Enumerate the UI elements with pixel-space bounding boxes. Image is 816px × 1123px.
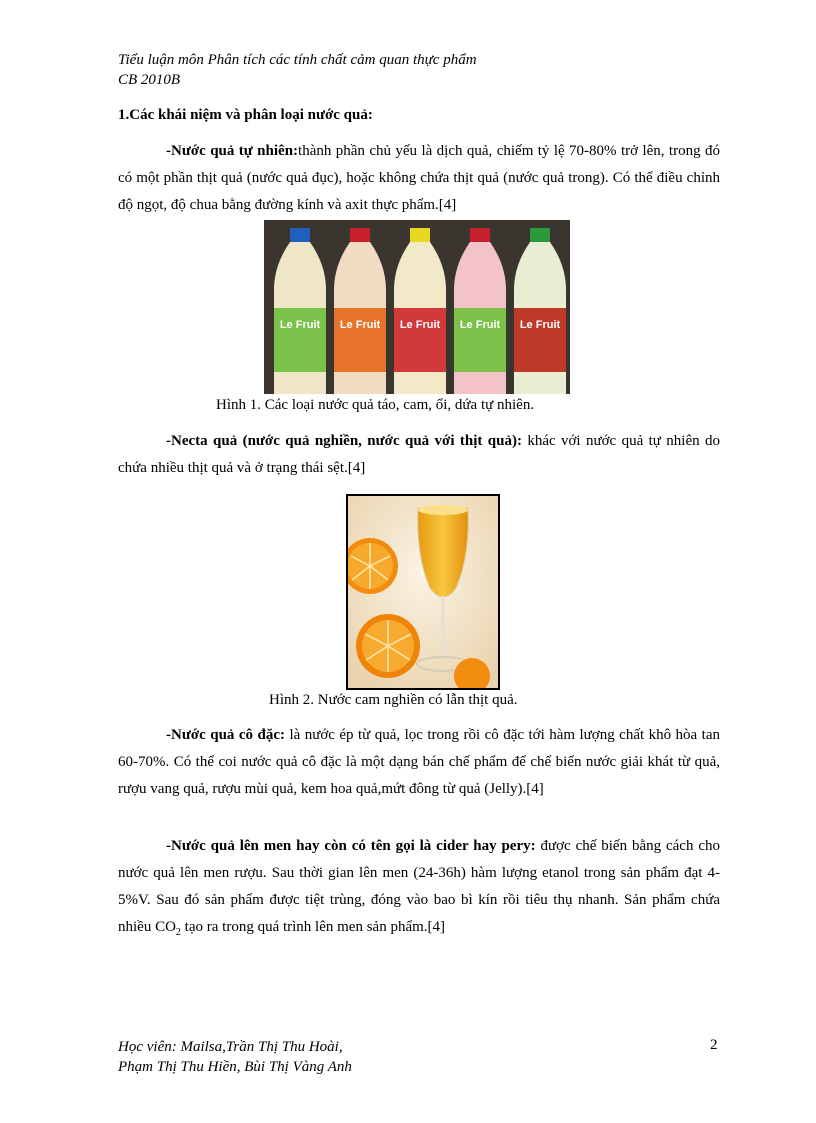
footer-line: Phạm Thị Thu Hiền, Bùi Thị Vàng Anh — [118, 1059, 352, 1075]
term-concentrate: -Nước quả cô đặc: — [166, 727, 285, 743]
figure-2-caption: Hình 2. Nước cam nghiền có lẫn thịt quả. — [269, 692, 518, 708]
section-title: 1.Các khái niệm và phân loại nước quả: — [118, 107, 373, 123]
paragraph-text: thành phần chủ yếu là dịch quả, chiếm tỷ lệ 70-80% trở lên, trong đó có một phần thịt quả (nước quả đục), hoặc không chứa thịt quả (nước quả trong). Có thể điều chỉnh độ ngọt, độ chua bằng đường kính và axit thực phẩm.[4] — [118, 143, 720, 213]
paragraph-text: tạo ra trong quá trình lên men sản phẩm.[4] — [180, 919, 446, 935]
bottle-brand-label: Le Fruit — [519, 319, 561, 331]
paragraph-text: khác với nước quả tự nhiên do chứa nhiều thịt quả và ở trạng thái sệt.[4] — [118, 433, 720, 476]
paragraph-text: là nước ép từ quả, lọc trong rồi cô đặc tới hàm lượng chất khô hòa tan 60-70%. Có thể coi nước quả cô đặc là một dạng bán chế phẩm để chế biến nước giải khát từ quả, rượu vang quả, rượu mùi quả, kem hoa quả,mứt đông từ quả (Jelly).[4] — [118, 727, 720, 797]
subscript: 2 — [175, 927, 181, 938]
header-class: CB 2010B — [118, 72, 181, 88]
bottle-brand-label: Le Fruit — [279, 319, 321, 331]
footer-students — [118, 1037, 352, 1077]
juice-bottles-image — [264, 220, 570, 394]
term-fermented: -Nước quả lên men hay còn có tên gọi là cider hay pery: — [166, 838, 536, 854]
page-number: 2 — [710, 1037, 718, 1053]
header-title: Tiểu luận môn Phân tích các tính chất cảm quan thực phẩm — [118, 52, 477, 68]
term-natural-juice: -Nước quả tự nhiên: — [166, 143, 299, 159]
paragraph-natural-juice — [118, 138, 720, 219]
paragraph-text: được chế biến bằng cách cho nước quả lên men rượu. Sau thời gian lên men (24-36h) hàm lượng etanol trong sản phẩm đạt 4-5%V. Sau đó sản phẩm được tiệt trùng, đóng vào bao bì kín rồi tiêu thụ nhanh. Sản phẩm chứa nhiều CO — [118, 838, 720, 935]
bottle-brand-label: Le Fruit — [459, 319, 501, 331]
bottle-brand-label: Le Fruit — [399, 319, 441, 331]
paragraph-fermented — [118, 833, 720, 946]
term-nectar: -Necta quả (nước quả nghiền, nước quả với thịt quả): — [166, 433, 522, 449]
bottle-brand-label: Le Fruit — [339, 319, 381, 331]
paragraph-nectar — [118, 428, 720, 482]
orange-juice-image — [346, 494, 500, 690]
footer-line: Học viên: Mailsa,Trần Thị Thu Hoài, — [118, 1039, 343, 1055]
paragraph-concentrate — [118, 722, 720, 803]
figure-1-caption: Hình 1. Các loại nước quả táo, cam, ổi, dứa tự nhiên. — [216, 397, 535, 413]
